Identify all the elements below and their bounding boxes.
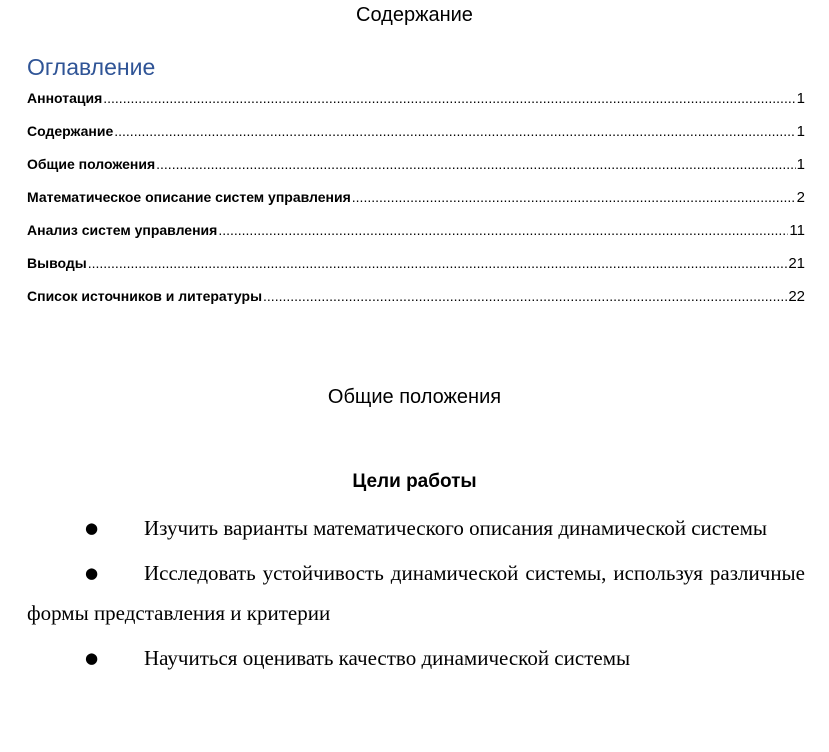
toc-entry-conclusions[interactable] [27,253,805,286]
list-item [27,638,805,678]
toc-entry-analysis[interactable] [27,220,805,253]
section-heading: Общие положения [327,386,502,408]
toc-entry-page: 21 [788,255,805,272]
page-heading: Содержание [356,4,473,26]
toc-entry-label: Список источников и литературы [27,288,263,304]
goal-text: Изучить варианты математического описания динамической системы [144,516,767,540]
toc-dot-leader [114,121,795,141]
toc-entry-annotation[interactable] [27,88,805,121]
toc-dot-leader [88,253,788,273]
goal-text: Исследовать устойчивость динамической системы, используя различные формы представления и критерии [27,561,805,625]
toc-entry-math-description[interactable] [27,187,805,220]
bullet-icon: ● [85,649,99,667]
list-item [27,553,805,633]
toc-entry-page: 1 [796,156,805,173]
goals-list [27,508,805,683]
toc-entry-label: Аннотация [27,90,103,106]
toc-title: Оглавление [27,54,156,80]
toc-entry-page: 2 [796,189,805,206]
bullet-icon: ● [85,519,99,537]
toc-entry-label: Содержание [27,123,114,139]
toc-entry-label: Анализ систем управления [27,222,218,238]
table-of-contents [27,88,805,319]
list-item [27,508,805,548]
toc-dot-leader [156,154,796,174]
toc-dot-leader [218,220,788,240]
toc-entry-page: 1 [796,90,805,107]
toc-entry-general[interactable] [27,154,805,187]
toc-entry-label: Общие положения [27,156,156,172]
toc-entry-page: 11 [789,222,805,239]
bullet-icon: ● [85,564,99,582]
toc-entry-page: 1 [796,123,805,140]
toc-dot-leader [103,88,795,108]
toc-entry-label: Выводы [27,255,87,271]
toc-entry-page: 22 [788,288,805,305]
toc-dot-leader [263,286,787,306]
toc-entry-contents[interactable] [27,121,805,154]
goal-text: Научиться оценивать качество динамической системы [144,646,631,670]
toc-entry-label: Математическое описание систем управления [27,189,351,205]
goals-title: Цели работы [352,471,477,492]
toc-entry-references[interactable] [27,286,805,319]
toc-dot-leader [352,187,796,207]
